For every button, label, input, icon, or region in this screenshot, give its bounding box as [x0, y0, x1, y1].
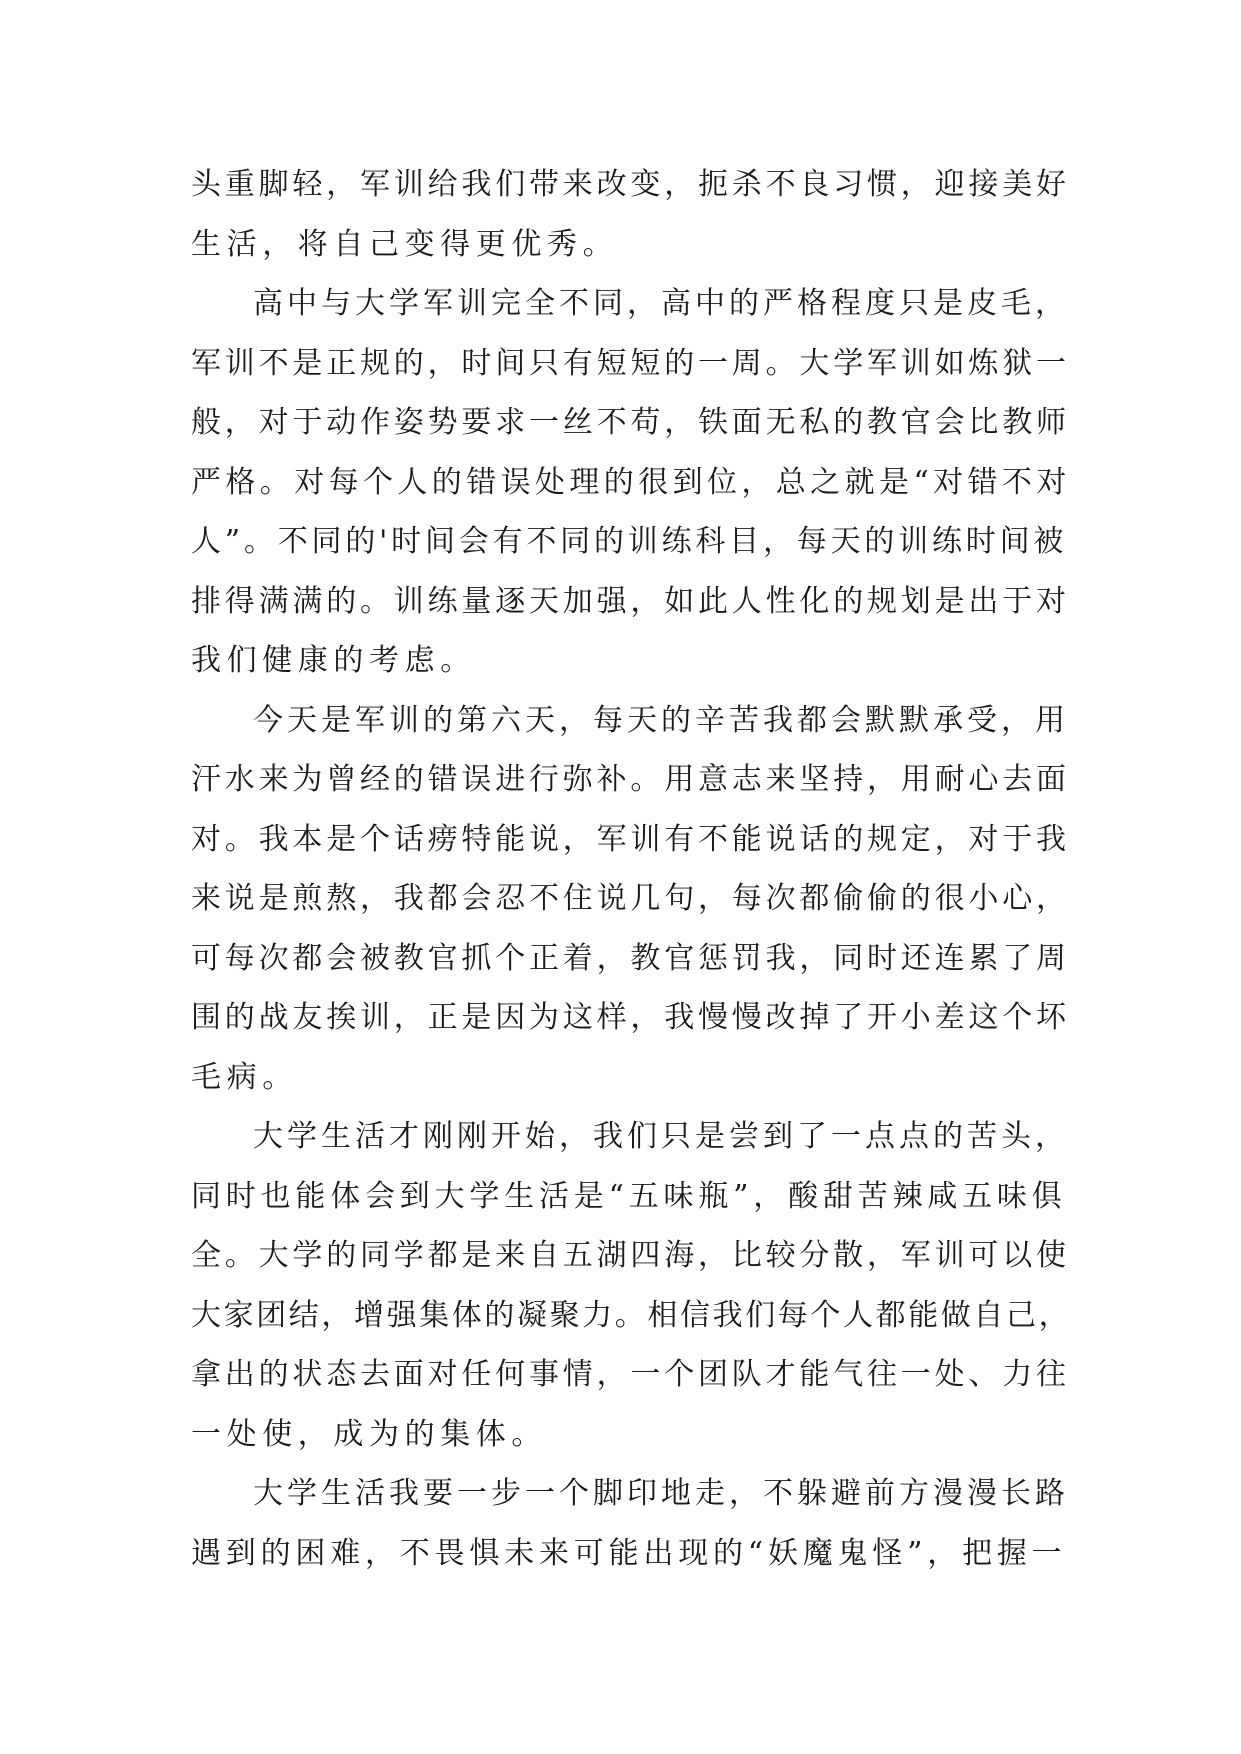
text-line: 头重脚轻，军训给我们带来改变，扼杀不良习惯，迎接美好 — [191, 167, 1070, 202]
text-line: 对。我本是个话痨特能说，军训有不能说话的规定，对于我 — [191, 821, 1070, 857]
text-line: 大学生活我要一步一个脚印地走，不躲避前方漫漫长路 — [253, 1476, 1069, 1511]
text-line: 生活，将自己变得更优秀。 — [191, 226, 619, 262]
text-line: 今天是军训的第六天，每天的辛苦我都会默默承受，用 — [253, 702, 1069, 738]
text-line: 我们健康的考虑。 — [191, 643, 476, 678]
text-line: 般，对于动作姿势要求一丝不苟，铁面无私的教官会比教师 — [191, 405, 1070, 440]
text-line: 大学生活才刚刚开始，我们只是尝到了一点点的苦头， — [253, 1119, 1069, 1154]
text-line: 大家团结，增强集体的凝聚力。相信我们每个人都能做自己， — [191, 1297, 1072, 1333]
text-line: 全。大学的同学都是来自五湖四海，比较分散，军训可以使 — [191, 1238, 1070, 1273]
text-line: 拿出的状态去面对任何事情，一个团队才能气往一处、力往 — [191, 1357, 1070, 1392]
text-line: 围的战友挨训，正是因为这样，我慢慢改掉了开小差这个坏 — [191, 1000, 1070, 1035]
document-body — [191, 155, 1071, 1583]
text-line: 一处使，成为的集体。 — [191, 1416, 547, 1452]
text-line: 高中与大学军训完全不同，高中的严格程度只是皮毛， — [253, 286, 1069, 321]
text-line: 毛病。 — [191, 1059, 298, 1095]
text-line: 遇到的困难，不畏惧未来可能出现的“妖魔鬼怪”，把握一 — [191, 1535, 1067, 1571]
text-line: 人”。不同的'时间会有不同的训练科目，每天的训练时间被 — [191, 524, 1068, 559]
text-line: 严格。对每个人的错误处理的很到位，总之就是“对错不对 — [191, 464, 1071, 500]
text-line: 排得满满的。训练量逐天加强，如此人性化的规划是出于对 — [191, 583, 1070, 619]
text-line: 可每次都会被教官抓个正着，教官惩罚我，同时还连累了周 — [191, 940, 1070, 976]
text-line: 汗水来为曾经的错误进行弥补。用意志来坚持，用耐心去面 — [191, 762, 1070, 797]
text-line: 来说是煎熬，我都会忍不住说几句，每次都偷偷的很小心， — [191, 881, 1070, 916]
text-line: 同时也能体会到大学生活是“五味瓶”，酸甜苦辣咸五味俱 — [191, 1178, 1067, 1214]
text-line: 军训不是正规的，时间只有短短的一周。大学军训如炼狱一 — [191, 345, 1070, 381]
